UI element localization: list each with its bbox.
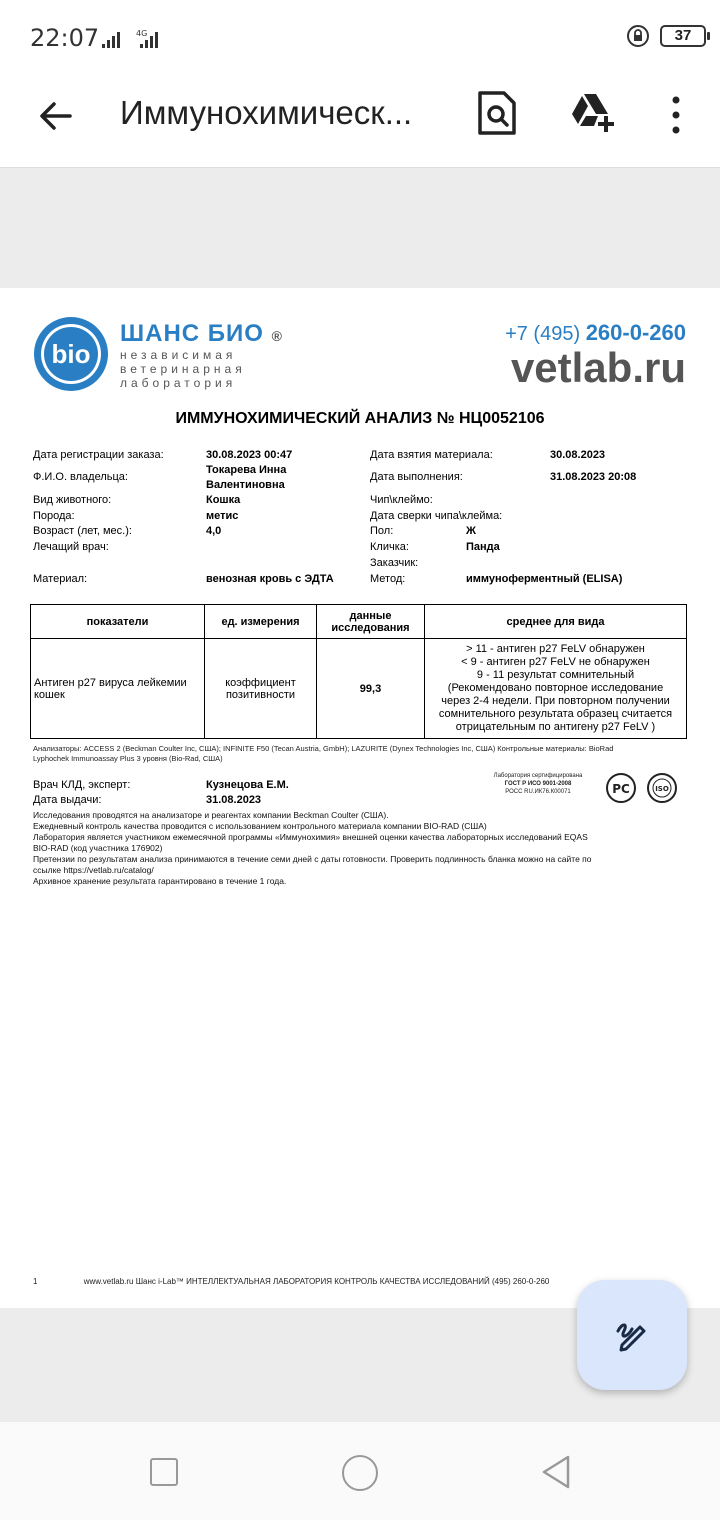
owner-label: Ф.И.О. владельца: bbox=[33, 471, 128, 483]
issue-date-label: Дата выдачи: bbox=[33, 794, 102, 806]
cell-indicator: Антиген р27 вируса лейкемии кошек bbox=[31, 639, 205, 739]
results-table bbox=[30, 604, 687, 739]
breed-value: метис bbox=[206, 510, 239, 522]
system-nav-bar bbox=[0, 1422, 720, 1520]
table-header-row bbox=[31, 605, 687, 639]
certification-badges-icon bbox=[604, 772, 684, 804]
sex-label: Пол: bbox=[370, 525, 394, 537]
nav-back-icon[interactable] bbox=[540, 1454, 572, 1490]
more-vert-icon[interactable] bbox=[664, 94, 688, 136]
drive-add-icon[interactable] bbox=[568, 92, 616, 134]
table-row bbox=[31, 639, 687, 739]
notes-block: Исследования проводятся на анализаторе и реагентах компании Beckman Coulter (США). Ежедневный контроль качества проводится с использованием контрольного материала компании BIO-RAD (США) Лаборатория является участником ежемесячной программы «Иммунохимия» внешней оценки качества лабораторных исследований EQAS BIO-RAD (код участника 176902) Претензии по результатам анализа принимаются в течение семи дней с даты готовности. Проверить подлинность бланка можно на сайте по ссылке https://vetlab.ru/catalog/ Архивное хранение результата гарантировано в течение 1 года. bbox=[33, 810, 592, 886]
owner-value-line2: Валентиновна bbox=[206, 479, 285, 491]
cell-value: 99,3 bbox=[317, 639, 425, 739]
network-type: 4G bbox=[136, 29, 148, 38]
signal-icon bbox=[102, 28, 162, 50]
material-label: Материал: bbox=[33, 573, 88, 585]
owner-value-line1: Токарева Инна bbox=[206, 464, 287, 476]
lock-rotation-icon bbox=[626, 24, 650, 48]
document-page[interactable] bbox=[0, 288, 720, 1308]
reg-date-label: Дата регистрации заказа: bbox=[33, 449, 164, 461]
analysis-title: ИММУНОХИМИЧЕСКИЙ АНАЛИЗ № НЦ0052106 bbox=[175, 410, 545, 427]
material-value: венозная кровь с ЭДТА bbox=[206, 573, 334, 585]
document-title: Иммунохимическ... bbox=[120, 94, 413, 131]
status-time: 22:07 bbox=[30, 24, 100, 52]
done-date-value: 31.08.2023 20:08 bbox=[550, 471, 637, 483]
app-bar bbox=[0, 76, 720, 168]
col-header-indicator: показатели bbox=[31, 605, 205, 639]
col-header-reference: среднее для вида bbox=[425, 605, 687, 639]
species-label: Вид животного: bbox=[33, 494, 112, 506]
age-label: Возраст (лет, мес.): bbox=[33, 525, 132, 537]
reg-date-value: 30.08.2023 00:47 bbox=[206, 449, 293, 461]
issue-date-value: 31.08.2023 bbox=[206, 794, 262, 806]
cell-unit: коэффициент позитивности bbox=[205, 639, 317, 739]
method-value: иммуноферментный (ELISA) bbox=[466, 573, 623, 585]
col-header-unit: ед. измерения bbox=[205, 605, 317, 639]
nickname-value: Панда bbox=[466, 541, 500, 553]
page-number: 1 bbox=[33, 1277, 38, 1286]
expert-value: Кузнецова Е.М. bbox=[206, 779, 289, 791]
chip-check-label: Дата сверки чипа\клейма: bbox=[370, 510, 503, 522]
page-footer bbox=[33, 1277, 683, 1286]
svg-text:ISO: ISO bbox=[655, 785, 669, 793]
battery-indicator: 37 bbox=[660, 25, 706, 47]
brand-phone: +7 (495) 260-0-260 bbox=[505, 320, 686, 345]
breed-label: Порода: bbox=[33, 510, 75, 522]
footer-text: www.vetlab.ru Шанс i-Lab™ ИНТЕЛЛЕКТУАЛЬНАЯ ЛАБОРАТОРИЯ КОНТРОЛЬ КАЧЕСТВА ИССЛЕДОВАНИЙ (495) 260-0-260 bbox=[83, 1277, 550, 1286]
nickname-label: Кличка: bbox=[370, 541, 409, 553]
brand-site: vetlab.ru bbox=[510, 344, 686, 391]
brand-tagline: независимая ветеринарная лаборатория bbox=[120, 348, 246, 390]
cell-reference: > 11 - антиген р27 FeLV обнаружен < 9 - антиген р27 FeLV не обнаружен 9 - 11 результат сомнительный (Рекомендовано повторное исследование через 2-4 недели. При повторном получении сомнительного результата образец считается отрицательным по антигену р27 FeLV ) bbox=[425, 639, 687, 739]
back-arrow-icon[interactable] bbox=[34, 94, 78, 138]
method-label: Метод: bbox=[370, 573, 406, 585]
certification-text: Лаборатория сертифицирована ГОСТ Р ИСО 9001-2008 РОСС RU.ИК76.К00071 bbox=[493, 773, 583, 795]
nav-recents-icon[interactable] bbox=[150, 1458, 178, 1486]
nav-home-icon[interactable] bbox=[342, 1455, 378, 1491]
analyzers-note: Анализаторы: ACCESS 2 (Beckman Coulter Inc, США); INFINITE F50 (Tecan Austria, GmbH); LAZURITE (Dynex Technologies Inc, США) Контрольные материалы: BioRad Lyphochek Immunoassay Plus 3 уровня (Bio-Rad, США) bbox=[33, 744, 614, 763]
sample-date-value: 30.08.2023 bbox=[550, 449, 606, 461]
edit-fab-button[interactable] bbox=[577, 1280, 687, 1390]
col-header-value: данные исследования bbox=[317, 605, 425, 639]
bio-logo bbox=[33, 316, 109, 392]
sex-value: Ж bbox=[466, 525, 476, 537]
search-document-icon[interactable] bbox=[476, 90, 518, 136]
status-bar bbox=[0, 0, 720, 76]
doctor-label: Лечащий врач: bbox=[33, 541, 109, 553]
species-value: Кошка bbox=[206, 494, 241, 506]
done-date-label: Дата выполнения: bbox=[370, 471, 463, 483]
sample-date-label: Дата взятия материала: bbox=[370, 449, 493, 461]
brand-name: ШАНС БИО ® bbox=[120, 320, 283, 347]
age-value: 4,0 bbox=[206, 525, 222, 537]
svg-text:РС: РС bbox=[612, 782, 630, 796]
customer-label: Заказчик: bbox=[370, 557, 419, 569]
edit-pen-icon bbox=[612, 1315, 652, 1355]
svg-text:bio: bio bbox=[51, 339, 91, 369]
expert-label: Врач КЛД, эксперт: bbox=[33, 779, 131, 791]
chip-label: Чип\клеймо: bbox=[370, 494, 433, 506]
